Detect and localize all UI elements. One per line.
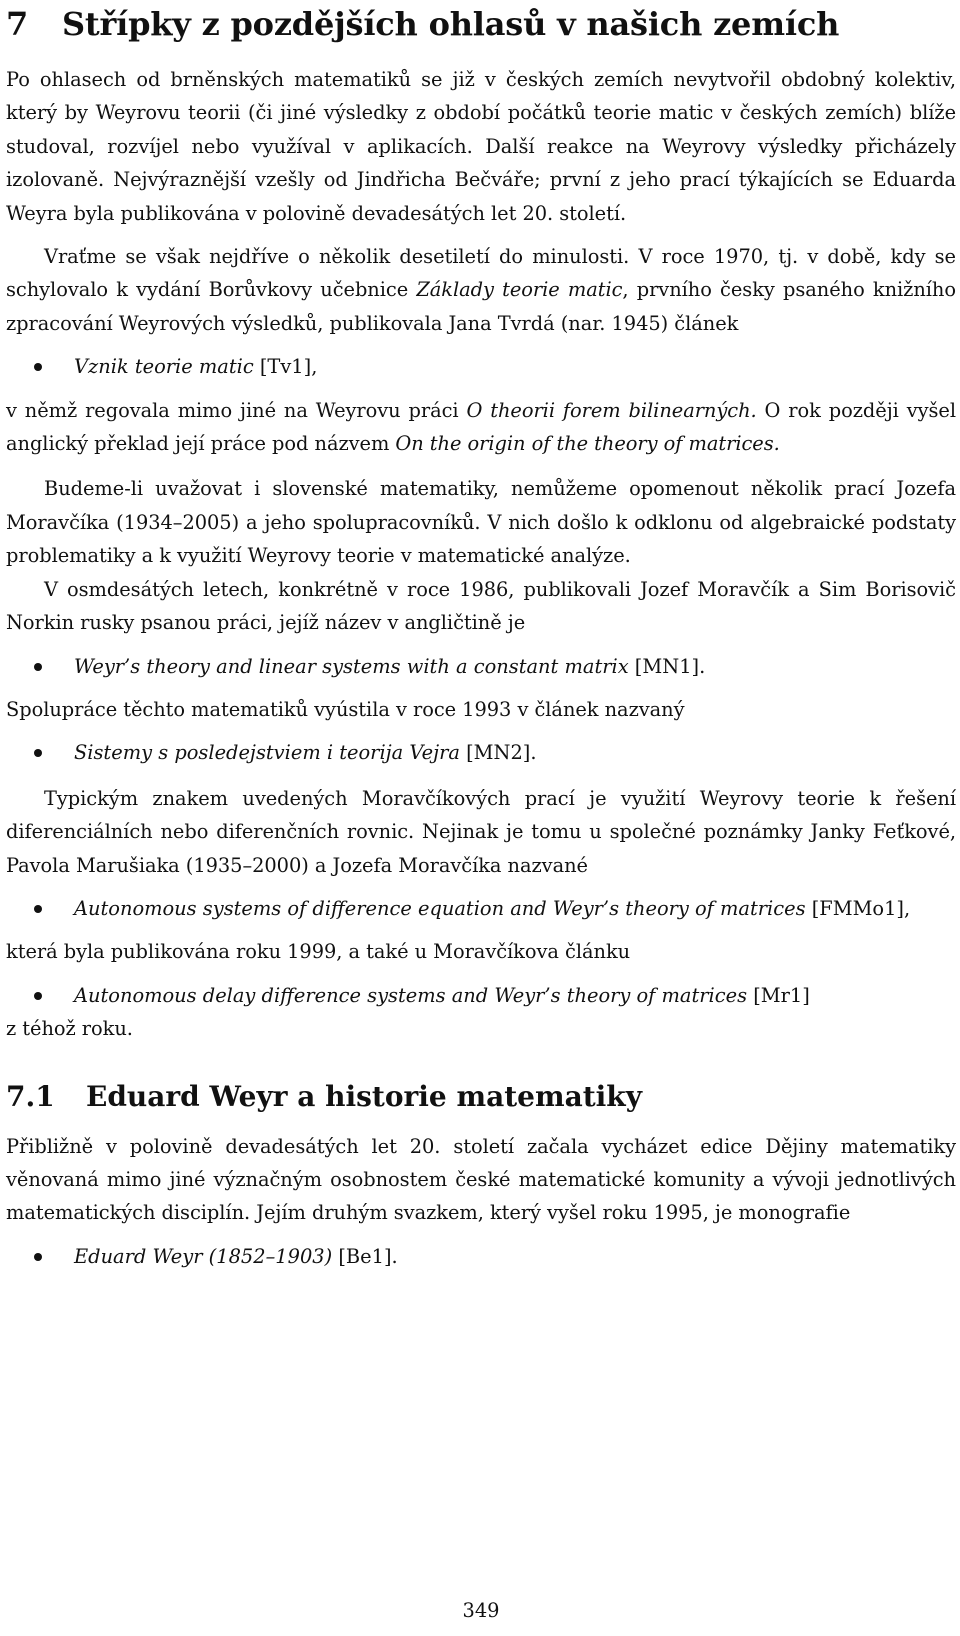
page <box>6 0 956 1636</box>
bullet-dot <box>34 363 42 371</box>
bullet-item-be1 <box>6 1240 956 1273</box>
paragraph-cooperation: Spolupráce těchto matematiků vyústila v roce 1993 v článek nazvaný <box>6 697 685 721</box>
bullet-title: Sistemy s posledejstviem i teorija Vejra <box>74 741 460 765</box>
book-title-zaklady: Základy teorie matic <box>416 278 623 302</box>
bullet-ref: [Be1]. <box>332 1244 398 1268</box>
bullet-dot <box>34 905 42 913</box>
paragraph-eighties: V osmdesátých letech, konkrétně v roce 1986, publikovali Jozef Moravčík a Sim Borisovič Norkin rusky psanou práci, jejíž název v angličtině je <box>6 577 956 635</box>
bullet-dot <box>34 992 42 1000</box>
subsection-number: 7.1 <box>6 1079 55 1113</box>
bullet-title: Weyr’s theory and linear systems with a constant matrix <box>74 654 629 678</box>
paragraph-typical: Typickým znakem uvedených Moravčíkových prací je využití Weyrovy teorie k řešení diferenciálních nebo diferenčních rovnic. Nejinak je tomu u společné poznámky Janky Feťkové, Pavola Marušiaka (1935–2000) a Jozefa Moravčíka nazvané <box>6 786 956 877</box>
paragraph-1970 <box>6 240 956 340</box>
bullet-item-mn1 <box>6 650 956 683</box>
section-number: 7 <box>6 5 29 43</box>
paragraph-intro: Po ohlasech od brněnských matematiků se již v českých zemích nevytvořil obdobný kolektiv, který by Weyrovu teorii (či jiné výsledky z období počátků teorie matic v českých zemích) blíže studoval, rozvíjel nebo využíval v aplikacích. Další reakce na Weyrovy výsledky přicházely izolovaně. Nejvýraznější vzešly od Jindřicha Bečváře; první z jeho prací týkajících se Eduarda Weyra byla publikována v polovině devadesátých let 20. století. <box>6 68 956 225</box>
bullet-dot <box>34 749 42 757</box>
bullet-title: Autonomous delay difference systems and Weyr’s theory of matrices <box>74 983 748 1007</box>
bullet-ref: [MN2]. <box>459 741 537 765</box>
paragraph-1970-text-2: , prvního česky psaného knižního zpracování Weyrových výsledků, publikovala Jana Tvrdá (nar. 1945) článek <box>6 278 956 335</box>
section-heading <box>6 0 956 46</box>
work-title-bilinear: O theorii forem bilinearných. <box>466 398 757 422</box>
paragraph-reaction-text-2: O rok později vyšel anglický překlad její práce pod názvem <box>6 398 956 456</box>
section-title: Střípky z pozdějších ohlasů v našich zemích <box>62 5 840 43</box>
work-title-origin: On the origin of the theory of matrices. <box>395 432 780 456</box>
paragraph-same-year: z téhož roku. <box>6 1017 133 1041</box>
paragraph-edition: Přibližně v polovině devadesátých let 20. století začala vycházet edice Dějiny matematiky věnovaná mimo jiné význačným osobnostem české matematické komunity a vývoji jednotlivých matematických disciplín. Jejím druhým svazkem, který vyšel roku 1995, je monografie <box>6 1134 956 1225</box>
bullet-item-mr1 <box>6 979 956 1012</box>
subsection-title: Eduard Weyr a historie matematiky <box>86 1079 642 1113</box>
bullet-title: Vznik teorie matic <box>74 355 254 379</box>
paragraph-slovak: Budeme-li uvažovat i slovenské matematiky, nemůžeme opomenout několik prací Jozefa Moravčíka (1934–2005) a jeho spolupracovníků. V nich došlo k odklonu od algebraické podstaty problematiky a k využití Weyrovy teorie v matematické analýze. <box>6 477 956 568</box>
paragraph-reaction <box>6 394 956 461</box>
bullet-item-fmmo1 <box>6 892 956 925</box>
paragraph-reaction-text: v němž regovala mimo jiné na Weyrovu práci <box>6 398 467 422</box>
bullet-title: Autonomous systems of difference equation and Weyr’s theory of matrices <box>74 896 806 920</box>
bullet-ref: [FMMo1], <box>805 896 911 920</box>
bullet-ref: [Tv1], <box>253 355 318 379</box>
subsection-heading <box>6 1078 956 1116</box>
bullet-ref: [MN1]. <box>628 654 706 678</box>
paragraph-1970-text: Vraťme se však nejdříve o několik desetiletí do minulosti. V roce 1970, tj. v době, kdy se schylovalo k vydání Borůvkovy učebnice <box>6 245 956 302</box>
bullet-item-mn2 <box>6 736 956 769</box>
bullet-dot <box>34 1253 42 1261</box>
bullet-ref: [Mr1] <box>747 983 810 1007</box>
bullet-item-tvrda <box>6 350 956 383</box>
bullet-title: Eduard Weyr (1852–1903) <box>74 1244 333 1268</box>
bullet-dot <box>34 663 42 671</box>
paragraph-published-1999: která byla publikována roku 1999, a také u Moravčíkova článku <box>6 940 631 964</box>
page-number: 349 <box>462 1599 500 1622</box>
